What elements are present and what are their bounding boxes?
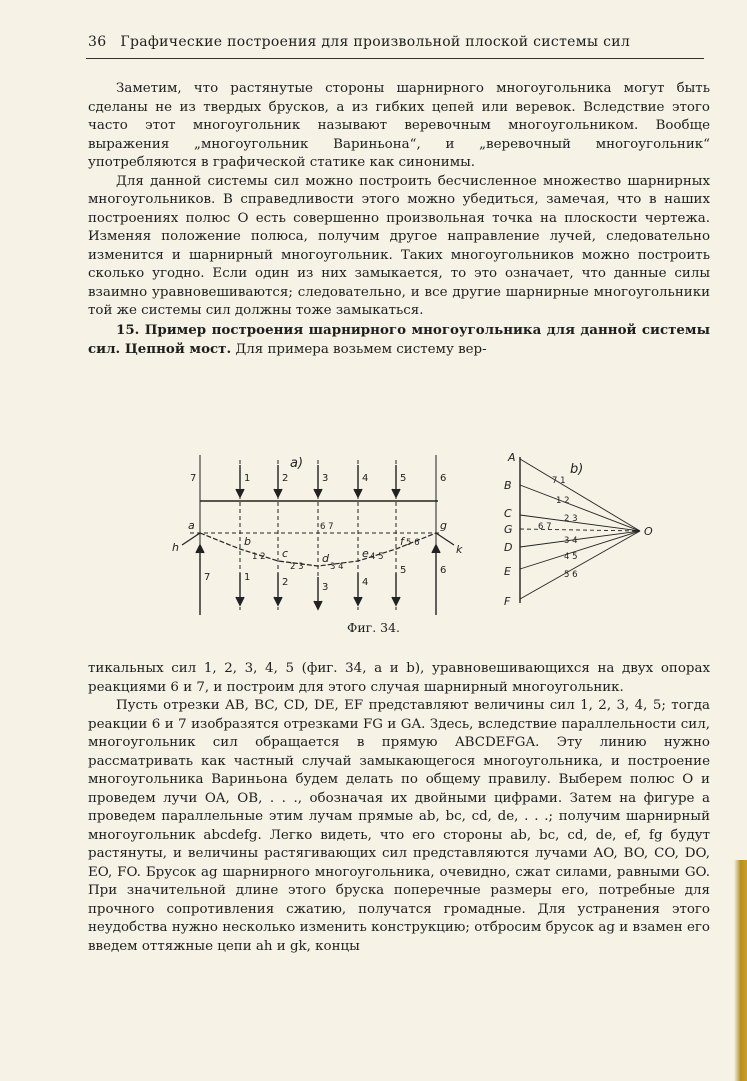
paragraph: Для данной системы сил можно построить бесчисленное множество шарнирных многоугольников. В справедливости этого можно убедиться, замечая, что в наших построениях полюс O есть совершенно произвольная точка на плоскости чертежа. Изменяя положение полюса, получим другое направление лучей, следовательно изменится и шарнирный многоугольник. Таких многоугольников можно построить сколько угодно. Если один из них замыкается, то это означает, что данные силы взаимно уравновешиваются; следовательно, и все другие шарнирные многоугольники той же системы сил должны тоже замыкаться. [88, 173, 710, 318]
point-e: e [362, 547, 369, 560]
chain-ah [182, 533, 200, 545]
point-b: b [244, 535, 251, 548]
text-block-top [88, 80, 710, 360]
point-G: G [504, 523, 513, 536]
ray-56: 5 6 [564, 570, 578, 580]
ray-23: 2 3 [564, 514, 578, 524]
paragraph: Пусть отрезки AB, BC, CD, DE, EF представляют величины сил 1, 2, 3, 4, 5; тогда реакции 6 и 7 изобразятся отрезками FG и GA. Здесь, вследствие параллельности сил, многоугольник сил обращается в прямую ABCDEFGA. Эту линию нужно рассматривать как частный случай замыкающегося многоугольника, и построение многоугольника Вариньона будем делать по общему правилу. Выберем полюс O и проведем лучи OA, OB, . . ., обозначая их двойными цифрами. Затем на фигуре a проведем параллельные этим лучам прямые ab, bc, cd, de, . . .; получим шарнирный многоугольник abcdefg. Легко видеть, что его стороны ab, bc, cd, de, ef, fg будут растянуты, и величины растягивающих сил представляются лучами AO, BO, CO, DO, EO, FO. Брусок ag шарнирного многоугольника, очевидно, сжат силами, равными GO. При значительной длине этого бруска поперечные размеры его, потребные для прочного сопротивления сжатию, получатся громадные. Для устранения этого неудобства нужно несколько изменить конструкцию; отбросим брусок ag и взамен его введем оттяжные цепи ah и gk, концы [88, 698, 710, 954]
seg-56: 5 6 [406, 538, 420, 548]
point-g: g [440, 519, 447, 532]
point-f: f [400, 535, 404, 548]
seg-67: 6 7 [320, 522, 334, 532]
label-force-2: 2 [282, 473, 289, 484]
ray-45: 4 5 [564, 552, 578, 562]
seg-12: 1 2 [252, 552, 266, 562]
point-F: F [504, 595, 511, 608]
label-lower-1: 1 [244, 572, 251, 583]
point-C: C [504, 507, 512, 520]
page-edge-strip [734, 860, 747, 1081]
point-d: d [322, 552, 329, 565]
reaction-arrows [196, 545, 440, 615]
section-paragraph [88, 321, 710, 360]
figure-34 [160, 445, 680, 645]
label-force-7: 7 [190, 473, 197, 484]
load-arrows [236, 465, 400, 497]
label-force-3: 3 [322, 473, 329, 484]
section-heading: 15. Пример построения шарнирного многоугольника для данной системы сил. Цепной мост. [88, 321, 710, 357]
point-O: O [644, 525, 653, 538]
header-rule [86, 58, 704, 59]
figure-caption: Фиг. 34. [346, 620, 401, 635]
label-lower-7: 7 [204, 572, 211, 583]
label-lower-2: 2 [282, 577, 289, 588]
paragraph: Заметим, что растянутые стороны шарнирного многоугольника могут быть сделаны не из твердых брусков, а из гибких цепей или веревок. Вследствие этого часто этот многоугольник называют веревочным многоугольником. Вообще выражения „многоугольник Вариньона“, и „веревочный многоугольник“ употребляются в графической статике как синонимы. [88, 81, 710, 170]
ray-12: 1 2 [556, 496, 570, 506]
page-header [88, 34, 708, 50]
label-lower-3: 3 [322, 582, 329, 593]
label-lower-5: 5 [400, 565, 407, 576]
seg-23: 2 3 [290, 562, 304, 572]
label-force-6: 6 [440, 473, 447, 484]
point-a: a [188, 519, 195, 532]
seg-34: 3 4 [330, 562, 344, 572]
ray-34: 3 4 [564, 536, 578, 546]
label-lower-6: 6 [440, 565, 447, 576]
paragraph: тикальных сил 1, 2, 3, 4, 5 (фиг. 34, a и b), уравновешивающихся на двух опорах реакциями 6 и 7, и построим для этого случая шарнирный многоугольник. [88, 661, 710, 695]
chain-gk [436, 533, 454, 545]
point-c: c [282, 547, 289, 560]
running-title: Графические построения для произвольной плоской системы сил [120, 34, 631, 50]
label-force-5: 5 [400, 473, 407, 484]
point-h: h [172, 541, 179, 554]
point-E: E [504, 565, 511, 578]
label-force-1: 1 [244, 473, 251, 484]
point-A: A [508, 451, 516, 464]
label-lower-4: 4 [362, 577, 369, 588]
point-B: B [504, 479, 512, 492]
point-k: k [456, 543, 463, 556]
panel-b-label: b) [570, 462, 584, 477]
text-block-bottom [88, 660, 710, 956]
ray-67: 6 7 [538, 522, 552, 532]
panel-a-label: a) [290, 456, 304, 471]
page-number: 36 [88, 34, 107, 50]
label-force-4: 4 [362, 473, 369, 484]
section-intro: Для примера возьмем систему вер- [235, 342, 487, 357]
seg-45: 4 5 [370, 552, 384, 562]
point-D: D [504, 541, 513, 554]
ray-71: 7 1 [552, 476, 566, 486]
